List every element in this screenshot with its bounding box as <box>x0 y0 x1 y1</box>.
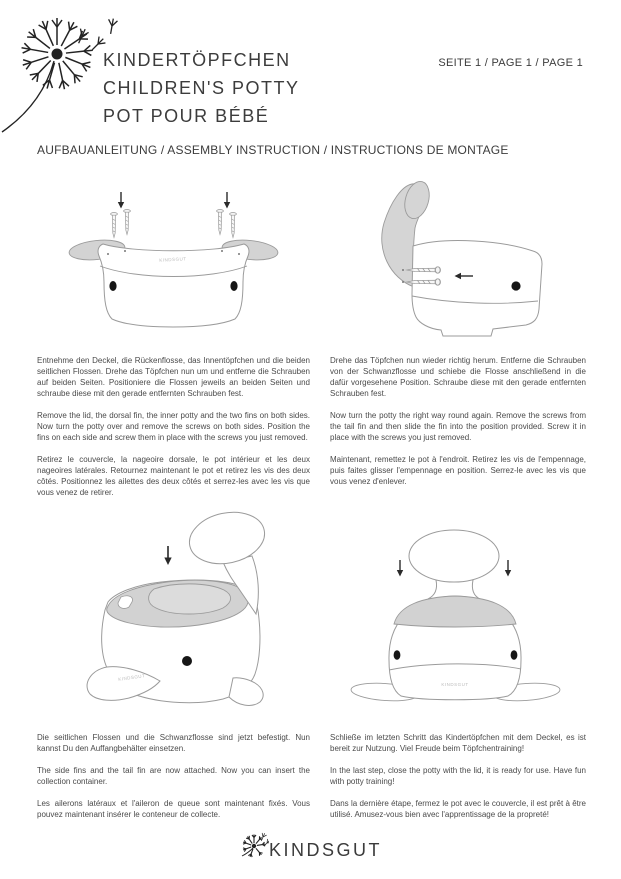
eye <box>511 281 520 290</box>
step3-text-de: Die seitlichen Flossen und die Schwanzflosse sind jetzt befestigt. Nun kannst Du den Auffangbehälter einsetzen. <box>37 733 310 753</box>
screw-hole-dot <box>221 250 223 252</box>
page-title-line-en: CHILDREN'S POTTY <box>103 78 300 98</box>
page-number-label: SEITE 1 / PAGE 1 / PAGE 1 <box>438 57 583 69</box>
arrow-down-icon <box>224 192 230 209</box>
dandelion-icon <box>239 831 269 859</box>
tail-fin <box>409 530 499 582</box>
arrow-down-icon <box>397 560 403 577</box>
screw-icon <box>111 213 118 238</box>
side-fin-right <box>229 678 263 706</box>
screw-hole-dot <box>402 269 404 271</box>
lid-cap <box>394 596 516 627</box>
page-title-line-fr: POT POUR BÉBÉ <box>103 106 270 126</box>
arrow-down-icon <box>118 192 124 209</box>
step1-text-en: Remove the lid, the dorsal fin, the inner potty and the two fins on both sides. Now turn the potty over and remove the screws on both sides. Position the fins on each side and screw them in place with the screws you just removed. <box>37 411 310 442</box>
screw-hole-dot <box>402 281 404 283</box>
arrow-down-icon <box>164 546 171 565</box>
seat-opening <box>149 584 231 614</box>
potty-logo-text: KINDSGUT <box>441 682 469 687</box>
figure-step4-potty-front-closed-lid <box>330 498 585 730</box>
step1-instructions <box>37 355 310 509</box>
step1-text-de: Entnehme den Deckel, die Rückenflosse, das Innentöpfchen und die beiden seitlichen Flossen. Drehe das Töpfchen nun um und entferne die Schrauben auf beiden Seiten. Positioniere die Flossen jeweils an beiden Seiten und schraube diese mit den gerade entfernten Schrauben fest. <box>37 356 310 398</box>
step3-text-fr: Les ailerons latéraux et l'aileron de queue sont maintenant fixés. Vous pouvez maintenant insérer le conteneur de collecte. <box>37 799 310 819</box>
step4-text-de: Schließe im letzten Schritt das Kindertöpfchen mit dem Deckel, es ist bereit zur Nutzung. Viel Freude beim Töpfchentraining! <box>330 733 586 753</box>
footer-brand <box>0 831 621 861</box>
figure-step2-potty-side-tail-fin-screws <box>330 172 585 350</box>
step3-text-en: The side fins and the tail fin are now attached. Now you can insert the collection container. <box>37 766 310 786</box>
figure-step1-potty-underside-fins-screws <box>37 172 310 350</box>
step2-text-de: Drehe das Töpfchen nun wieder richtig herum. Entferne die Schrauben von der Schwanzflosse und schiebe die Flosse anschließend in die dafür vorgesehene Position. Schraube diese mit den gerade entfernten Schrauben fest. <box>330 356 586 398</box>
step3-instructions <box>37 732 310 831</box>
eye-right <box>511 650 518 660</box>
potty-body <box>412 241 542 336</box>
step4-text-fr: Dans la dernière étape, fermez le pot avec le couvercle, il est prêt à être utilisé. Amusez-vous bien avec l'apprentissage de la propreté! <box>330 799 586 819</box>
eye-left <box>394 650 401 660</box>
page-title <box>103 46 299 130</box>
eye-left <box>109 281 116 291</box>
step2-text-en: Now turn the potty the right way round again. Remove the screws from the tail fin and then slide the fin into the position provided. Screw it in place with the screws you just removed. <box>330 411 586 442</box>
step4-text-en: In the last step, close the potty with the lid, it is ready for use. Have fun with potty training! <box>330 766 586 786</box>
eye <box>182 656 192 666</box>
screw-hole-dot <box>124 250 126 252</box>
footer-brand-text: KINDSGUT <box>268 840 382 860</box>
figure-step3-potty-assembled-open-top <box>37 498 310 730</box>
potty-logo-text: KINDSGUT <box>117 673 146 682</box>
tail-fin <box>185 506 270 571</box>
screw-icon <box>217 210 224 235</box>
step1-text-fr: Retirez le couvercle, la nageoire dorsale, le pot intérieur et les deux nageoires latérales. Retournez maintenant le pot et retirez les vis des deux côtés. Positionnez les ailettes des deux côtés et serrez-les avec les vis que vous venez de retirer. <box>37 455 310 497</box>
screw-hole-dot <box>238 253 240 255</box>
arrow-down-icon <box>505 560 511 577</box>
page-title-line-de: KINDERTÖPFCHEN <box>103 50 291 70</box>
screw-icon <box>124 210 131 235</box>
section-heading: AUFBAUANLEITUNG / ASSEMBLY INSTRUCTION / INSTRUCTIONS DE MONTAGE <box>37 143 509 157</box>
screw-hole-dot <box>107 253 109 255</box>
potty-logo-text: KINDSGUT <box>159 256 187 263</box>
screw-icon <box>230 213 237 238</box>
step2-text-fr: Maintenant, remettez le pot à l'endroit. Retirez les vis de l'empennage, puis faites glisser l'empennage en position. Serrez-le avec les vis que vous venez d'enlever. <box>330 455 586 486</box>
step2-instructions <box>330 355 586 498</box>
eye-right <box>230 281 237 291</box>
step4-instructions <box>330 732 586 831</box>
